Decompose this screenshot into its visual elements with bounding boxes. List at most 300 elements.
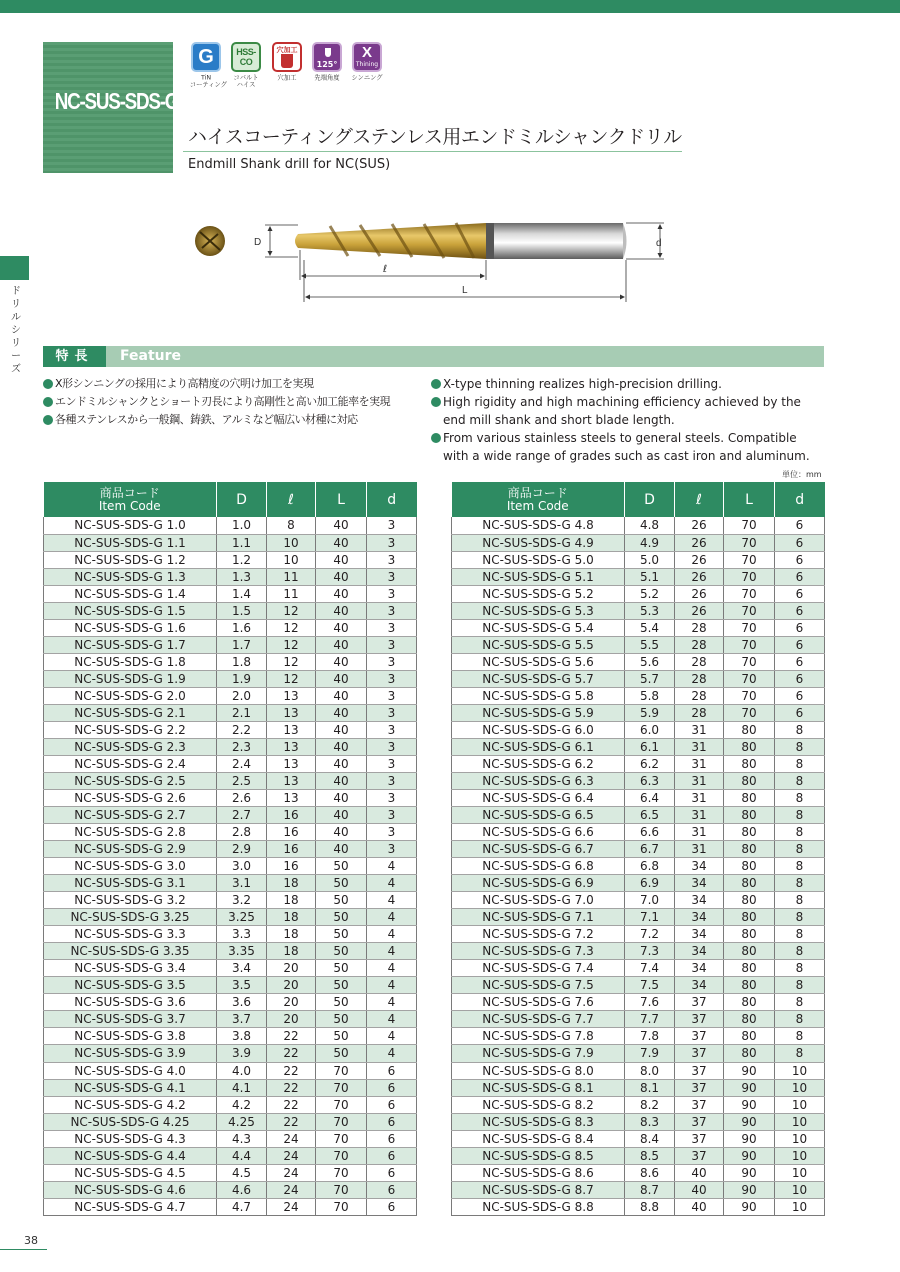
cell-D: 8.3 xyxy=(625,1113,675,1130)
cell-D: 1.3 xyxy=(217,568,267,585)
cell-l: 12 xyxy=(267,602,316,619)
cell-item-code: NC-SUS-SDS-G 5.6 xyxy=(452,653,625,670)
cell-l: 28 xyxy=(675,670,724,687)
cell-D: 5.8 xyxy=(625,687,675,704)
drill-end-view xyxy=(195,226,225,256)
cell-L: 40 xyxy=(316,670,367,687)
header-d: d xyxy=(775,482,825,517)
cell-item-code: NC-SUS-SDS-G 7.3 xyxy=(452,943,625,960)
cell-D: 4.1 xyxy=(217,1079,267,1096)
cell-d: 4 xyxy=(367,994,417,1011)
cell-item-code: NC-SUS-SDS-G 6.5 xyxy=(452,807,625,824)
feature-en-item: High rigidity and high machining efficiency achieved by the end mill shank and short blade length. xyxy=(431,393,824,429)
cell-d: 3 xyxy=(367,824,417,841)
feature-jp-item: エンドミルシャンクとショート刃長により高剛性と高い加工能率を実現 xyxy=(43,393,423,411)
cell-L: 40 xyxy=(316,653,367,670)
tin-coating-icon: G xyxy=(191,42,221,72)
table-row xyxy=(44,568,417,585)
cell-l: 28 xyxy=(675,636,724,653)
table-row xyxy=(44,1147,417,1164)
cell-item-code: NC-SUS-SDS-G 7.2 xyxy=(452,926,625,943)
cell-l: 12 xyxy=(267,653,316,670)
drill-side-view xyxy=(295,223,627,259)
cell-item-code: NC-SUS-SDS-G 5.8 xyxy=(452,687,625,704)
cell-L: 90 xyxy=(724,1181,775,1198)
thinning-badge: X Thining シンニング xyxy=(351,44,383,82)
cell-l: 34 xyxy=(675,943,724,960)
cell-D: 1.0 xyxy=(217,517,267,534)
cell-L: 70 xyxy=(724,670,775,687)
cell-item-code: NC-SUS-SDS-G 2.7 xyxy=(44,807,217,824)
cell-D: 7.8 xyxy=(625,1028,675,1045)
cell-l: 13 xyxy=(267,721,316,738)
top-color-bar xyxy=(0,0,900,13)
cell-D: 8.1 xyxy=(625,1079,675,1096)
cell-D: 2.5 xyxy=(217,772,267,789)
cell-D: 2.3 xyxy=(217,738,267,755)
table-row xyxy=(44,977,417,994)
cell-item-code: NC-SUS-SDS-G 5.3 xyxy=(452,602,625,619)
cell-D: 3.3 xyxy=(217,926,267,943)
cell-L: 80 xyxy=(724,790,775,807)
cell-l: 24 xyxy=(267,1130,316,1147)
cell-L: 80 xyxy=(724,892,775,909)
header-D: D xyxy=(625,482,675,517)
table-row xyxy=(44,738,417,755)
header-item-code: 商品コード Item Code xyxy=(44,482,217,517)
cell-L: 80 xyxy=(724,960,775,977)
cell-L: 50 xyxy=(316,1045,367,1062)
point-angle-badge: 125° 先端角度 xyxy=(309,42,345,82)
cell-item-code: NC-SUS-SDS-G 6.8 xyxy=(452,858,625,875)
cell-L: 50 xyxy=(316,977,367,994)
cell-D: 3.6 xyxy=(217,994,267,1011)
cell-D: 5.9 xyxy=(625,704,675,721)
cell-item-code: NC-SUS-SDS-G 6.4 xyxy=(452,790,625,807)
cell-D: 4.0 xyxy=(217,1062,267,1079)
cell-l: 31 xyxy=(675,738,724,755)
table-row xyxy=(44,926,417,943)
cell-d: 6 xyxy=(367,1113,417,1130)
cell-D: 6.9 xyxy=(625,875,675,892)
table-row xyxy=(44,1028,417,1045)
cell-item-code: NC-SUS-SDS-G 1.1 xyxy=(44,534,217,551)
cell-L: 40 xyxy=(316,602,367,619)
table-row xyxy=(452,687,825,704)
cell-l: 22 xyxy=(267,1096,316,1113)
cell-l: 20 xyxy=(267,1011,316,1028)
cell-D: 7.3 xyxy=(625,943,675,960)
cell-l: 37 xyxy=(675,1147,724,1164)
cell-item-code: NC-SUS-SDS-G 2.1 xyxy=(44,704,217,721)
cell-d: 8 xyxy=(775,755,825,772)
cell-item-code: NC-SUS-SDS-G 8.4 xyxy=(452,1130,625,1147)
cell-d: 6 xyxy=(775,602,825,619)
cell-L: 80 xyxy=(724,824,775,841)
cell-L: 40 xyxy=(316,721,367,738)
cell-l: 16 xyxy=(267,858,316,875)
cell-L: 80 xyxy=(724,738,775,755)
cell-l: 11 xyxy=(267,568,316,585)
cell-item-code: NC-SUS-SDS-G 6.2 xyxy=(452,755,625,772)
cell-l: 37 xyxy=(675,1130,724,1147)
cell-L: 70 xyxy=(724,619,775,636)
table-row xyxy=(44,1113,417,1130)
cell-D: 8.6 xyxy=(625,1164,675,1181)
page-number: 38 xyxy=(24,1234,38,1247)
cell-d: 6 xyxy=(367,1130,417,1147)
table-row xyxy=(452,1045,825,1062)
cell-item-code: NC-SUS-SDS-G 8.7 xyxy=(452,1181,625,1198)
cell-D: 1.5 xyxy=(217,602,267,619)
cell-item-code: NC-SUS-SDS-G 2.9 xyxy=(44,841,217,858)
cell-d: 3 xyxy=(367,790,417,807)
cell-item-code: NC-SUS-SDS-G 6.3 xyxy=(452,772,625,789)
cell-d: 8 xyxy=(775,738,825,755)
cell-l: 37 xyxy=(675,1096,724,1113)
cell-L: 70 xyxy=(316,1147,367,1164)
cell-L: 80 xyxy=(724,1028,775,1045)
cell-item-code: NC-SUS-SDS-G 5.1 xyxy=(452,568,625,585)
table-row xyxy=(452,790,825,807)
cell-L: 70 xyxy=(724,653,775,670)
cell-D: 8.5 xyxy=(625,1147,675,1164)
table-row xyxy=(44,636,417,653)
cell-L: 50 xyxy=(316,1028,367,1045)
cell-D: 1.4 xyxy=(217,585,267,602)
cell-D: 2.7 xyxy=(217,807,267,824)
cell-item-code: NC-SUS-SDS-G 6.1 xyxy=(452,738,625,755)
cell-item-code: NC-SUS-SDS-G 3.3 xyxy=(44,926,217,943)
table-row xyxy=(452,1011,825,1028)
table-row xyxy=(452,585,825,602)
cell-d: 3 xyxy=(367,568,417,585)
cell-l: 22 xyxy=(267,1079,316,1096)
cell-l: 18 xyxy=(267,892,316,909)
page-title-en: Endmill Shank drill for NC(SUS) xyxy=(188,157,391,172)
cell-item-code: NC-SUS-SDS-G 4.5 xyxy=(44,1164,217,1181)
table-row xyxy=(452,909,825,926)
cell-d: 4 xyxy=(367,977,417,994)
cell-L: 70 xyxy=(724,551,775,568)
table-row xyxy=(44,1062,417,1079)
cell-D: 4.9 xyxy=(625,534,675,551)
cell-d: 4 xyxy=(367,1045,417,1062)
table-row xyxy=(452,960,825,977)
table-row xyxy=(452,1164,825,1181)
cell-L: 70 xyxy=(724,568,775,585)
table-row xyxy=(44,772,417,789)
cell-item-code: NC-SUS-SDS-G 3.25 xyxy=(44,909,217,926)
table-row xyxy=(44,1181,417,1198)
cell-D: 3.2 xyxy=(217,892,267,909)
table-row xyxy=(452,875,825,892)
cell-L: 40 xyxy=(316,755,367,772)
table-row xyxy=(452,926,825,943)
table-row xyxy=(452,602,825,619)
cell-l: 16 xyxy=(267,841,316,858)
cell-d: 3 xyxy=(367,653,417,670)
cell-D: 8.7 xyxy=(625,1181,675,1198)
cell-d: 8 xyxy=(775,807,825,824)
cell-item-code: NC-SUS-SDS-G 4.6 xyxy=(44,1181,217,1198)
cell-d: 6 xyxy=(775,636,825,653)
table-row xyxy=(44,875,417,892)
cell-D: 1.7 xyxy=(217,636,267,653)
cell-L: 70 xyxy=(724,704,775,721)
cell-L: 40 xyxy=(316,807,367,824)
cell-item-code: NC-SUS-SDS-G 4.8 xyxy=(452,517,625,534)
cell-d: 4 xyxy=(367,892,417,909)
table-row xyxy=(44,704,417,721)
page-number-rule xyxy=(0,1249,47,1250)
cell-D: 2.9 xyxy=(217,841,267,858)
cell-L: 90 xyxy=(724,1062,775,1079)
cell-d: 3 xyxy=(367,721,417,738)
cell-D: 8.0 xyxy=(625,1062,675,1079)
cell-L: 50 xyxy=(316,1011,367,1028)
cell-L: 70 xyxy=(724,534,775,551)
cell-d: 6 xyxy=(367,1181,417,1198)
cell-D: 5.0 xyxy=(625,551,675,568)
cell-D: 6.1 xyxy=(625,738,675,755)
features-en-list xyxy=(431,375,824,465)
cell-l: 12 xyxy=(267,619,316,636)
cell-d: 3 xyxy=(367,670,417,687)
cell-l: 13 xyxy=(267,790,316,807)
cell-L: 80 xyxy=(724,841,775,858)
cell-l: 28 xyxy=(675,687,724,704)
feature-header xyxy=(43,346,824,367)
cell-d: 6 xyxy=(367,1062,417,1079)
cell-l: 22 xyxy=(267,1045,316,1062)
cell-l: 37 xyxy=(675,1045,724,1062)
cell-L: 50 xyxy=(316,892,367,909)
hole-drilling-badge: 穴加工 穴加工 xyxy=(269,42,305,82)
cell-d: 6 xyxy=(367,1096,417,1113)
side-tab xyxy=(0,256,29,280)
table-row xyxy=(452,1062,825,1079)
table-row xyxy=(452,636,825,653)
cell-D: 1.8 xyxy=(217,653,267,670)
cell-l: 31 xyxy=(675,824,724,841)
cell-d: 4 xyxy=(367,875,417,892)
cell-L: 80 xyxy=(724,909,775,926)
cell-l: 31 xyxy=(675,807,724,824)
cell-item-code: NC-SUS-SDS-G 2.2 xyxy=(44,721,217,738)
table-row xyxy=(452,841,825,858)
cell-d: 6 xyxy=(775,670,825,687)
cell-item-code: NC-SUS-SDS-G 3.4 xyxy=(44,960,217,977)
table-row xyxy=(44,790,417,807)
cell-L: 40 xyxy=(316,790,367,807)
cell-item-code: NC-SUS-SDS-G 7.6 xyxy=(452,994,625,1011)
cell-item-code: NC-SUS-SDS-G 3.8 xyxy=(44,1028,217,1045)
cell-item-code: NC-SUS-SDS-G 4.9 xyxy=(452,534,625,551)
table-row xyxy=(452,704,825,721)
table-row xyxy=(452,892,825,909)
cell-D: 5.6 xyxy=(625,653,675,670)
cell-l: 26 xyxy=(675,517,724,534)
cell-d: 6 xyxy=(775,704,825,721)
table-row xyxy=(452,619,825,636)
cell-L: 40 xyxy=(316,619,367,636)
cell-d: 8 xyxy=(775,841,825,858)
feature-header-en: Feature xyxy=(120,348,181,364)
table-row xyxy=(452,1096,825,1113)
cell-D: 2.0 xyxy=(217,687,267,704)
cell-d: 8 xyxy=(775,892,825,909)
cell-D: 6.5 xyxy=(625,807,675,824)
cell-l: 12 xyxy=(267,670,316,687)
cell-item-code: NC-SUS-SDS-G 2.8 xyxy=(44,824,217,841)
cell-l: 18 xyxy=(267,926,316,943)
cell-D: 1.1 xyxy=(217,534,267,551)
cell-L: 50 xyxy=(316,909,367,926)
cell-L: 40 xyxy=(316,704,367,721)
cell-item-code: NC-SUS-SDS-G 6.6 xyxy=(452,824,625,841)
table-row xyxy=(44,824,417,841)
cell-d: 8 xyxy=(775,1028,825,1045)
cell-L: 40 xyxy=(316,568,367,585)
cell-item-code: NC-SUS-SDS-G 7.1 xyxy=(452,909,625,926)
cell-L: 40 xyxy=(316,824,367,841)
cell-item-code: NC-SUS-SDS-G 3.0 xyxy=(44,858,217,875)
cell-l: 24 xyxy=(267,1181,316,1198)
cell-item-code: NC-SUS-SDS-G 3.35 xyxy=(44,943,217,960)
cell-l: 34 xyxy=(675,909,724,926)
cell-item-code: NC-SUS-SDS-G 1.5 xyxy=(44,602,217,619)
cell-l: 28 xyxy=(675,619,724,636)
cell-L: 80 xyxy=(724,926,775,943)
table-row xyxy=(452,1181,825,1198)
cell-D: 1.2 xyxy=(217,551,267,568)
cell-item-code: NC-SUS-SDS-G 5.5 xyxy=(452,636,625,653)
cell-D: 7.2 xyxy=(625,926,675,943)
cell-d: 8 xyxy=(775,824,825,841)
table-row xyxy=(452,551,825,568)
cell-l: 8 xyxy=(267,517,316,534)
cell-L: 40 xyxy=(316,517,367,534)
cell-L: 50 xyxy=(316,960,367,977)
cell-L: 80 xyxy=(724,875,775,892)
cell-l: 20 xyxy=(267,994,316,1011)
cell-d: 6 xyxy=(775,619,825,636)
cell-D: 8.8 xyxy=(625,1198,675,1215)
table-row xyxy=(452,670,825,687)
cell-d: 3 xyxy=(367,551,417,568)
cell-d: 8 xyxy=(775,1045,825,1062)
cell-D: 3.9 xyxy=(217,1045,267,1062)
cell-L: 80 xyxy=(724,977,775,994)
cell-item-code: NC-SUS-SDS-G 1.3 xyxy=(44,568,217,585)
header-L: L xyxy=(724,482,775,517)
cell-d: 6 xyxy=(775,687,825,704)
table-header-row xyxy=(44,482,417,517)
cell-l: 13 xyxy=(267,687,316,704)
cell-l: 31 xyxy=(675,772,724,789)
cell-d: 3 xyxy=(367,772,417,789)
cell-l: 16 xyxy=(267,807,316,824)
cell-d: 8 xyxy=(775,909,825,926)
cell-L: 40 xyxy=(316,636,367,653)
header-item-code: 商品コード Item Code xyxy=(452,482,625,517)
cell-D: 5.4 xyxy=(625,619,675,636)
cell-l: 31 xyxy=(675,721,724,738)
cell-D: 3.8 xyxy=(217,1028,267,1045)
cell-l: 40 xyxy=(675,1181,724,1198)
cell-l: 26 xyxy=(675,551,724,568)
cell-item-code: NC-SUS-SDS-G 2.0 xyxy=(44,687,217,704)
cell-D: 1.9 xyxy=(217,670,267,687)
table-row xyxy=(44,653,417,670)
cell-D: 4.3 xyxy=(217,1130,267,1147)
spec-table-right xyxy=(451,482,825,1216)
header-L: L xyxy=(316,482,367,517)
table-row xyxy=(44,858,417,875)
cell-L: 40 xyxy=(316,738,367,755)
cell-d: 10 xyxy=(775,1164,825,1181)
cell-item-code: NC-SUS-SDS-G 5.7 xyxy=(452,670,625,687)
cell-D: 6.6 xyxy=(625,824,675,841)
cell-d: 3 xyxy=(367,704,417,721)
cell-l: 18 xyxy=(267,909,316,926)
cell-item-code: NC-SUS-SDS-G 4.4 xyxy=(44,1147,217,1164)
table-row xyxy=(452,517,825,534)
cell-l: 24 xyxy=(267,1147,316,1164)
table-row xyxy=(44,1079,417,1096)
cell-item-code: NC-SUS-SDS-G 2.3 xyxy=(44,738,217,755)
feature-en-item: X-type thinning realizes high-precision drilling. xyxy=(431,375,824,393)
title-divider xyxy=(183,151,682,152)
cell-D: 3.5 xyxy=(217,977,267,994)
cell-L: 50 xyxy=(316,943,367,960)
table-row xyxy=(44,551,417,568)
cell-D: 4.25 xyxy=(217,1113,267,1130)
cell-D: 8.4 xyxy=(625,1130,675,1147)
cell-D: 6.8 xyxy=(625,858,675,875)
hole-drilling-icon: 穴加工 xyxy=(272,42,302,72)
spec-table-left xyxy=(43,482,417,1216)
cell-item-code: NC-SUS-SDS-G 7.9 xyxy=(452,1045,625,1062)
table-row xyxy=(452,1113,825,1130)
cell-d: 3 xyxy=(367,636,417,653)
cell-L: 40 xyxy=(316,534,367,551)
cell-L: 40 xyxy=(316,585,367,602)
cell-d: 8 xyxy=(775,960,825,977)
cell-item-code: NC-SUS-SDS-G 1.8 xyxy=(44,653,217,670)
cell-item-code: NC-SUS-SDS-G 1.2 xyxy=(44,551,217,568)
cell-d: 10 xyxy=(775,1062,825,1079)
cell-d: 3 xyxy=(367,602,417,619)
cell-item-code: NC-SUS-SDS-G 8.5 xyxy=(452,1147,625,1164)
cell-d: 3 xyxy=(367,755,417,772)
cell-L: 80 xyxy=(724,858,775,875)
cell-item-code: NC-SUS-SDS-G 7.0 xyxy=(452,892,625,909)
cell-D: 7.5 xyxy=(625,977,675,994)
drill-diagram xyxy=(190,212,680,312)
label-D: D xyxy=(254,237,262,248)
cell-d: 3 xyxy=(367,517,417,534)
cell-l: 13 xyxy=(267,772,316,789)
cell-L: 70 xyxy=(316,1096,367,1113)
table-row xyxy=(44,602,417,619)
cell-item-code: NC-SUS-SDS-G 4.1 xyxy=(44,1079,217,1096)
table-row xyxy=(44,619,417,636)
table-row xyxy=(452,1198,825,1215)
cell-d: 4 xyxy=(367,943,417,960)
cell-L: 90 xyxy=(724,1130,775,1147)
